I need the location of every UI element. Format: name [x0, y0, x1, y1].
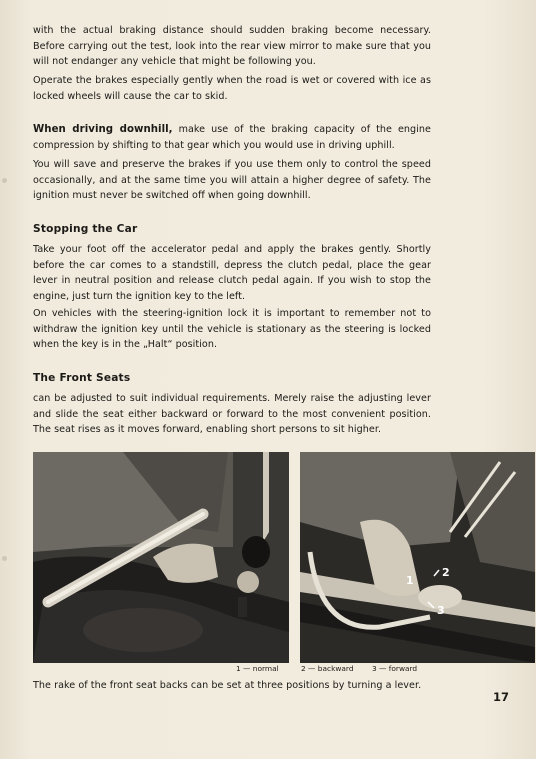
paragraph-preserve-brakes [33, 157, 431, 204]
paragraph-stopping [33, 242, 431, 304]
paragraph-downhill [33, 122, 431, 153]
photo-seat-adjusting-lever [33, 452, 289, 663]
paragraph-steering-lock [33, 306, 431, 353]
paragraph-wet-road [33, 73, 431, 104]
paragraph-text: The rake of the front seat backs can be set at three positions by turning a lever. [33, 680, 422, 691]
page-number: 17 [493, 690, 510, 704]
paragraph-text [33, 122, 431, 153]
paragraph-rest: make use of the braking capacity of the engine compression by shifting to that gear which you would use in driving uphill. [33, 124, 431, 151]
paragraph-front-seats [33, 391, 431, 438]
caption-forward: 3 — forward [372, 664, 418, 673]
photo-marker-3: 3 [437, 604, 445, 617]
heading-stopping-the-car: Stopping the Car [33, 223, 138, 235]
binding-hole [2, 556, 7, 561]
caption-backward: 2 — backward [301, 664, 354, 673]
paragraph-text: On vehicles with the steering-ignition lock it is important to remember not to withdraw the ignition key until the vehicle is stationary as the steering is locked when the key is in the „Halt“ position. [33, 308, 431, 351]
caption-normal: 1 — normal [236, 664, 279, 673]
binding-hole [2, 178, 7, 183]
paragraph-text: You will save and preserve the brakes if you use them only to control the speed occasionally, and at the same time you will attain a higher degree of safety. The ignition must never be switched off when going downhill. [33, 159, 431, 202]
lead-in-downhill: When driving downhill, [33, 124, 173, 135]
photo-marker-1: 1 [406, 574, 414, 587]
paragraph-text: Operate the brakes especially gently when the road is wet or covered with ice as locked wheels will cause the car to skid. [33, 75, 431, 102]
photo-marker-2: 2 [442, 566, 450, 579]
paragraph-seat-rake [33, 678, 431, 694]
photo-caption [230, 664, 430, 676]
heading-front-seats: The Front Seats [33, 372, 131, 384]
paragraph-text: with the actual braking distance should sudden braking become necessary. Before carrying out the test, look into the rear view mirror to make sure that you will not endanger any vehicle that might be following you. [33, 25, 431, 68]
paragraph-text: can be adjusted to suit individual requirements. Merely raise the adjusting lever and slide the seat either backward or forward to the most convenient position. The seat rises as it moves forward, enabling short persons to sit higher. [33, 393, 431, 436]
paragraph-braking-test [33, 23, 431, 70]
photo-seat-back-rake-lever [300, 452, 535, 663]
paragraph-text: Take your foot off the accelerator pedal and apply the brakes gently. Shortly before the car comes to a standstill, depress the clutch pedal, place the gear lever in neutral position and release clutch pedal again. If you wish to stop the engine, just turn the ignition key to the left. [33, 244, 431, 302]
